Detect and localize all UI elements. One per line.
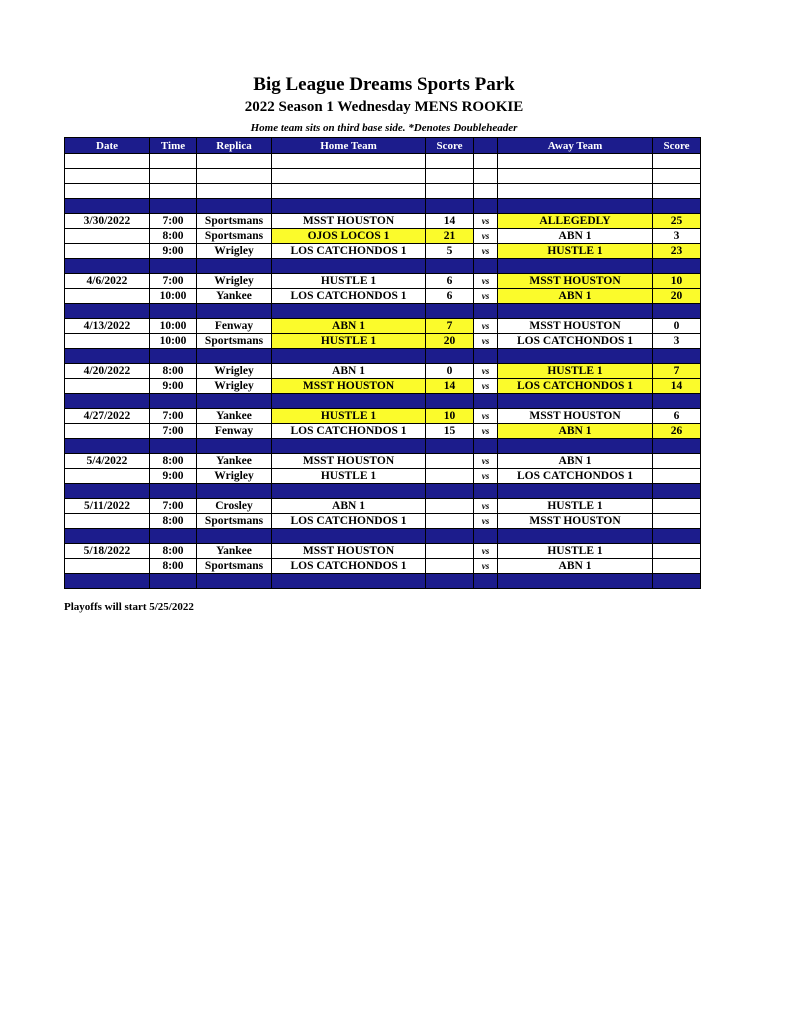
separator-cell <box>197 574 272 589</box>
week-separator-row <box>65 529 701 544</box>
home-score: 10 <box>426 409 474 424</box>
separator-cell <box>197 439 272 454</box>
separator-cell <box>197 259 272 274</box>
week-separator-row <box>65 439 701 454</box>
separator-cell <box>65 304 150 319</box>
home-score: 14 <box>426 214 474 229</box>
page-subtitle: 2022 Season 1 Wednesday MENS ROOKIE <box>244 99 524 115</box>
separator-cell <box>498 439 653 454</box>
game-replica: Sportsmans <box>197 229 272 244</box>
week-separator-row <box>65 349 701 364</box>
home-score <box>426 499 474 514</box>
week-separator-row <box>65 304 701 319</box>
away-score: 20 <box>653 289 701 304</box>
home-team: MSST HOUSTON <box>272 379 426 394</box>
separator-cell <box>426 574 474 589</box>
separator-cell <box>498 529 653 544</box>
separator-cell <box>426 304 474 319</box>
separator-cell <box>272 484 426 499</box>
separator-cell <box>272 394 426 409</box>
blank-row <box>65 169 701 184</box>
vs-label: vs <box>474 274 498 289</box>
away-score: 3 <box>653 334 701 349</box>
empty-cell <box>426 169 474 184</box>
week-separator-row <box>65 394 701 409</box>
empty-cell <box>653 169 701 184</box>
vs-label: vs <box>474 289 498 304</box>
game-row <box>65 454 701 469</box>
game-time: 7:00 <box>150 409 197 424</box>
separator-cell <box>653 199 701 214</box>
separator-cell <box>197 394 272 409</box>
game-row <box>65 544 701 559</box>
home-score: 20 <box>426 334 474 349</box>
home-team: LOS CATCHONDOS 1 <box>272 289 426 304</box>
away-team: MSST HOUSTON <box>498 514 653 529</box>
vs-label: vs <box>474 559 498 574</box>
separator-cell <box>426 349 474 364</box>
column-header-date: Date <box>65 138 150 154</box>
home-team: MSST HOUSTON <box>272 454 426 469</box>
empty-cell <box>272 169 426 184</box>
separator-cell <box>426 259 474 274</box>
away-score <box>653 544 701 559</box>
game-time: 8:00 <box>150 559 197 574</box>
empty-cell <box>272 154 426 169</box>
separator-cell <box>426 394 474 409</box>
separator-cell <box>653 529 701 544</box>
home-score: 0 <box>426 364 474 379</box>
separator-cell <box>65 199 150 214</box>
game-time: 9:00 <box>150 244 197 259</box>
separator-cell <box>474 304 498 319</box>
column-header-replica: Replica <box>197 138 272 154</box>
separator-cell <box>498 484 653 499</box>
game-row <box>65 514 701 529</box>
separator-cell <box>150 394 197 409</box>
vs-label: vs <box>474 424 498 439</box>
separator-cell <box>150 349 197 364</box>
separator-cell <box>474 199 498 214</box>
week-separator-row <box>65 484 701 499</box>
game-replica: Sportsmans <box>197 334 272 349</box>
separator-cell <box>272 259 426 274</box>
home-score: 21 <box>426 229 474 244</box>
vs-label: vs <box>474 499 498 514</box>
away-score: 10 <box>653 274 701 289</box>
empty-cell <box>272 184 426 199</box>
empty-cell <box>65 184 150 199</box>
game-date: 3/30/2022 <box>65 214 150 229</box>
home-team: LOS CATCHONDOS 1 <box>272 514 426 529</box>
empty-cell <box>426 184 474 199</box>
separator-cell <box>653 574 701 589</box>
empty-cell <box>65 169 150 184</box>
separator-cell <box>272 304 426 319</box>
game-replica: Yankee <box>197 289 272 304</box>
vs-label: vs <box>474 364 498 379</box>
schedule-body <box>65 154 701 589</box>
empty-cell <box>426 154 474 169</box>
separator-cell <box>653 484 701 499</box>
separator-cell <box>426 484 474 499</box>
away-score: 7 <box>653 364 701 379</box>
home-score: 6 <box>426 274 474 289</box>
separator-cell <box>197 349 272 364</box>
game-row <box>65 244 701 259</box>
away-team: HUSTLE 1 <box>498 244 653 259</box>
separator-cell <box>150 574 197 589</box>
separator-cell <box>150 199 197 214</box>
game-time: 9:00 <box>150 469 197 484</box>
separator-cell <box>65 484 150 499</box>
game-date: 4/6/2022 <box>65 274 150 289</box>
game-time: 10:00 <box>150 289 197 304</box>
separator-cell <box>426 199 474 214</box>
home-team: ABN 1 <box>272 499 426 514</box>
empty-cell <box>150 184 197 199</box>
separator-cell <box>65 529 150 544</box>
separator-cell <box>474 259 498 274</box>
game-time: 7:00 <box>150 214 197 229</box>
game-date <box>65 229 150 244</box>
separator-cell <box>272 529 426 544</box>
empty-cell <box>150 154 197 169</box>
away-team: ALLEGEDLY <box>498 214 653 229</box>
header-row <box>65 138 701 154</box>
game-replica: Sportsmans <box>197 559 272 574</box>
game-time: 8:00 <box>150 514 197 529</box>
game-row <box>65 229 701 244</box>
away-team: ABN 1 <box>498 454 653 469</box>
game-time: 8:00 <box>150 544 197 559</box>
vs-label: vs <box>474 454 498 469</box>
empty-cell <box>498 169 653 184</box>
home-score <box>426 514 474 529</box>
away-team: MSST HOUSTON <box>498 274 653 289</box>
game-date <box>65 514 150 529</box>
game-date <box>65 334 150 349</box>
home-score <box>426 559 474 574</box>
away-team: ABN 1 <box>498 289 653 304</box>
game-date <box>65 244 150 259</box>
empty-cell <box>197 184 272 199</box>
game-date: 4/20/2022 <box>65 364 150 379</box>
game-time: 7:00 <box>150 424 197 439</box>
away-score: 23 <box>653 244 701 259</box>
home-team: OJOS LOCOS 1 <box>272 229 426 244</box>
game-time: 10:00 <box>150 319 197 334</box>
separator-cell <box>653 439 701 454</box>
home-score <box>426 469 474 484</box>
home-team: HUSTLE 1 <box>272 409 426 424</box>
separator-cell <box>498 394 653 409</box>
home-score: 7 <box>426 319 474 334</box>
playoffs-note: Playoffs will start 5/25/2022 <box>64 601 194 613</box>
game-row <box>65 469 701 484</box>
game-row <box>65 559 701 574</box>
game-row <box>65 319 701 334</box>
separator-cell <box>272 574 426 589</box>
game-row <box>65 409 701 424</box>
separator-cell <box>498 199 653 214</box>
away-score: 6 <box>653 409 701 424</box>
separator-cell <box>197 484 272 499</box>
separator-cell <box>474 484 498 499</box>
game-date <box>65 379 150 394</box>
game-row <box>65 364 701 379</box>
empty-cell <box>474 184 498 199</box>
vs-label: vs <box>474 544 498 559</box>
home-team: ABN 1 <box>272 319 426 334</box>
away-team: HUSTLE 1 <box>498 499 653 514</box>
home-team: HUSTLE 1 <box>272 469 426 484</box>
home-team: ABN 1 <box>272 364 426 379</box>
home-score: 14 <box>426 379 474 394</box>
separator-cell <box>498 574 653 589</box>
blank-row <box>65 154 701 169</box>
away-score: 14 <box>653 379 701 394</box>
empty-cell <box>197 154 272 169</box>
separator-cell <box>426 529 474 544</box>
separator-cell <box>498 304 653 319</box>
separator-cell <box>474 349 498 364</box>
away-team: ABN 1 <box>498 424 653 439</box>
home-team: MSST HOUSTON <box>272 544 426 559</box>
home-team: LOS CATCHONDOS 1 <box>272 424 426 439</box>
away-score <box>653 469 701 484</box>
separator-cell <box>65 394 150 409</box>
away-score <box>653 559 701 574</box>
home-score: 15 <box>426 424 474 439</box>
away-team: LOS CATCHONDOS 1 <box>498 334 653 349</box>
game-replica: Fenway <box>197 319 272 334</box>
home-team: LOS CATCHONDOS 1 <box>272 244 426 259</box>
separator-cell <box>197 529 272 544</box>
away-team: LOS CATCHONDOS 1 <box>498 469 653 484</box>
game-date <box>65 424 150 439</box>
separator-cell <box>150 259 197 274</box>
game-date: 5/11/2022 <box>65 499 150 514</box>
game-time: 9:00 <box>150 379 197 394</box>
game-date <box>65 559 150 574</box>
separator-cell <box>498 349 653 364</box>
separator-cell <box>272 349 426 364</box>
separator-cell <box>653 394 701 409</box>
game-row <box>65 274 701 289</box>
game-replica: Wrigley <box>197 244 272 259</box>
vs-label: vs <box>474 244 498 259</box>
game-replica: Yankee <box>197 544 272 559</box>
game-replica: Wrigley <box>197 364 272 379</box>
separator-cell <box>197 199 272 214</box>
empty-cell <box>498 184 653 199</box>
home-score: 5 <box>426 244 474 259</box>
column-header-away-team: Away Team <box>498 138 653 154</box>
game-row <box>65 214 701 229</box>
game-replica: Crosley <box>197 499 272 514</box>
vs-label: vs <box>474 229 498 244</box>
away-team: ABN 1 <box>498 559 653 574</box>
game-date: 5/4/2022 <box>65 454 150 469</box>
game-row <box>65 334 701 349</box>
game-row <box>65 379 701 394</box>
game-time: 8:00 <box>150 364 197 379</box>
vs-label: vs <box>474 379 498 394</box>
game-date: 5/18/2022 <box>65 544 150 559</box>
game-time: 8:00 <box>150 454 197 469</box>
game-replica: Sportsmans <box>197 514 272 529</box>
home-team: MSST HOUSTON <box>272 214 426 229</box>
game-time: 8:00 <box>150 229 197 244</box>
column-header-home-team: Home Team <box>272 138 426 154</box>
away-score <box>653 454 701 469</box>
away-team: ABN 1 <box>498 229 653 244</box>
separator-cell <box>653 259 701 274</box>
schedule-note: Home team sits on third base side. *Denotes Doubleheader <box>250 122 518 134</box>
away-team: LOS CATCHONDOS 1 <box>498 379 653 394</box>
home-team: HUSTLE 1 <box>272 334 426 349</box>
game-row <box>65 499 701 514</box>
separator-cell <box>272 199 426 214</box>
game-time: 7:00 <box>150 499 197 514</box>
week-separator-row <box>65 574 701 589</box>
separator-cell <box>197 304 272 319</box>
separator-cell <box>150 439 197 454</box>
game-time: 7:00 <box>150 274 197 289</box>
away-team: MSST HOUSTON <box>498 319 653 334</box>
separator-cell <box>474 439 498 454</box>
away-team: HUSTLE 1 <box>498 364 653 379</box>
away-score: 0 <box>653 319 701 334</box>
week-separator-row <box>65 259 701 274</box>
blank-row <box>65 184 701 199</box>
game-date: 4/27/2022 <box>65 409 150 424</box>
away-score <box>653 514 701 529</box>
vs-label: vs <box>474 469 498 484</box>
separator-cell <box>426 439 474 454</box>
separator-cell <box>474 574 498 589</box>
away-score: 25 <box>653 214 701 229</box>
game-replica: Fenway <box>197 424 272 439</box>
home-score <box>426 544 474 559</box>
game-replica: Wrigley <box>197 469 272 484</box>
column-header-home-score: Score <box>426 138 474 154</box>
empty-cell <box>653 184 701 199</box>
separator-cell <box>653 304 701 319</box>
game-replica: Wrigley <box>197 274 272 289</box>
empty-cell <box>498 154 653 169</box>
empty-cell <box>150 169 197 184</box>
away-score: 26 <box>653 424 701 439</box>
separator-cell <box>65 574 150 589</box>
vs-label: vs <box>474 334 498 349</box>
away-team: HUSTLE 1 <box>498 544 653 559</box>
home-score: 6 <box>426 289 474 304</box>
game-replica: Yankee <box>197 454 272 469</box>
separator-cell <box>474 529 498 544</box>
away-score: 3 <box>653 229 701 244</box>
separator-cell <box>272 439 426 454</box>
separator-cell <box>65 439 150 454</box>
column-header-away-score: Score <box>653 138 701 154</box>
game-row <box>65 289 701 304</box>
separator-cell <box>150 484 197 499</box>
empty-cell <box>197 169 272 184</box>
game-date: 4/13/2022 <box>65 319 150 334</box>
separator-cell <box>65 349 150 364</box>
separator-cell <box>498 259 653 274</box>
vs-label: vs <box>474 409 498 424</box>
schedule-table <box>64 137 701 589</box>
game-time: 10:00 <box>150 334 197 349</box>
empty-cell <box>65 154 150 169</box>
column-header-vs <box>474 138 498 154</box>
separator-cell <box>150 304 197 319</box>
game-date <box>65 469 150 484</box>
vs-label: vs <box>474 514 498 529</box>
empty-cell <box>474 169 498 184</box>
vs-label: vs <box>474 214 498 229</box>
empty-cell <box>474 154 498 169</box>
week-separator-row <box>65 199 701 214</box>
home-team: HUSTLE 1 <box>272 274 426 289</box>
game-replica: Sportsmans <box>197 214 272 229</box>
separator-cell <box>653 349 701 364</box>
game-replica: Wrigley <box>197 379 272 394</box>
page-title: Big League Dreams Sports Park <box>253 74 515 95</box>
game-date <box>65 289 150 304</box>
column-header-time: Time <box>150 138 197 154</box>
away-score <box>653 499 701 514</box>
separator-cell <box>65 259 150 274</box>
separator-cell <box>150 529 197 544</box>
game-row <box>65 424 701 439</box>
separator-cell <box>474 394 498 409</box>
home-score <box>426 454 474 469</box>
away-team: MSST HOUSTON <box>498 409 653 424</box>
game-replica: Yankee <box>197 409 272 424</box>
home-team: LOS CATCHONDOS 1 <box>272 559 426 574</box>
empty-cell <box>653 154 701 169</box>
vs-label: vs <box>474 319 498 334</box>
